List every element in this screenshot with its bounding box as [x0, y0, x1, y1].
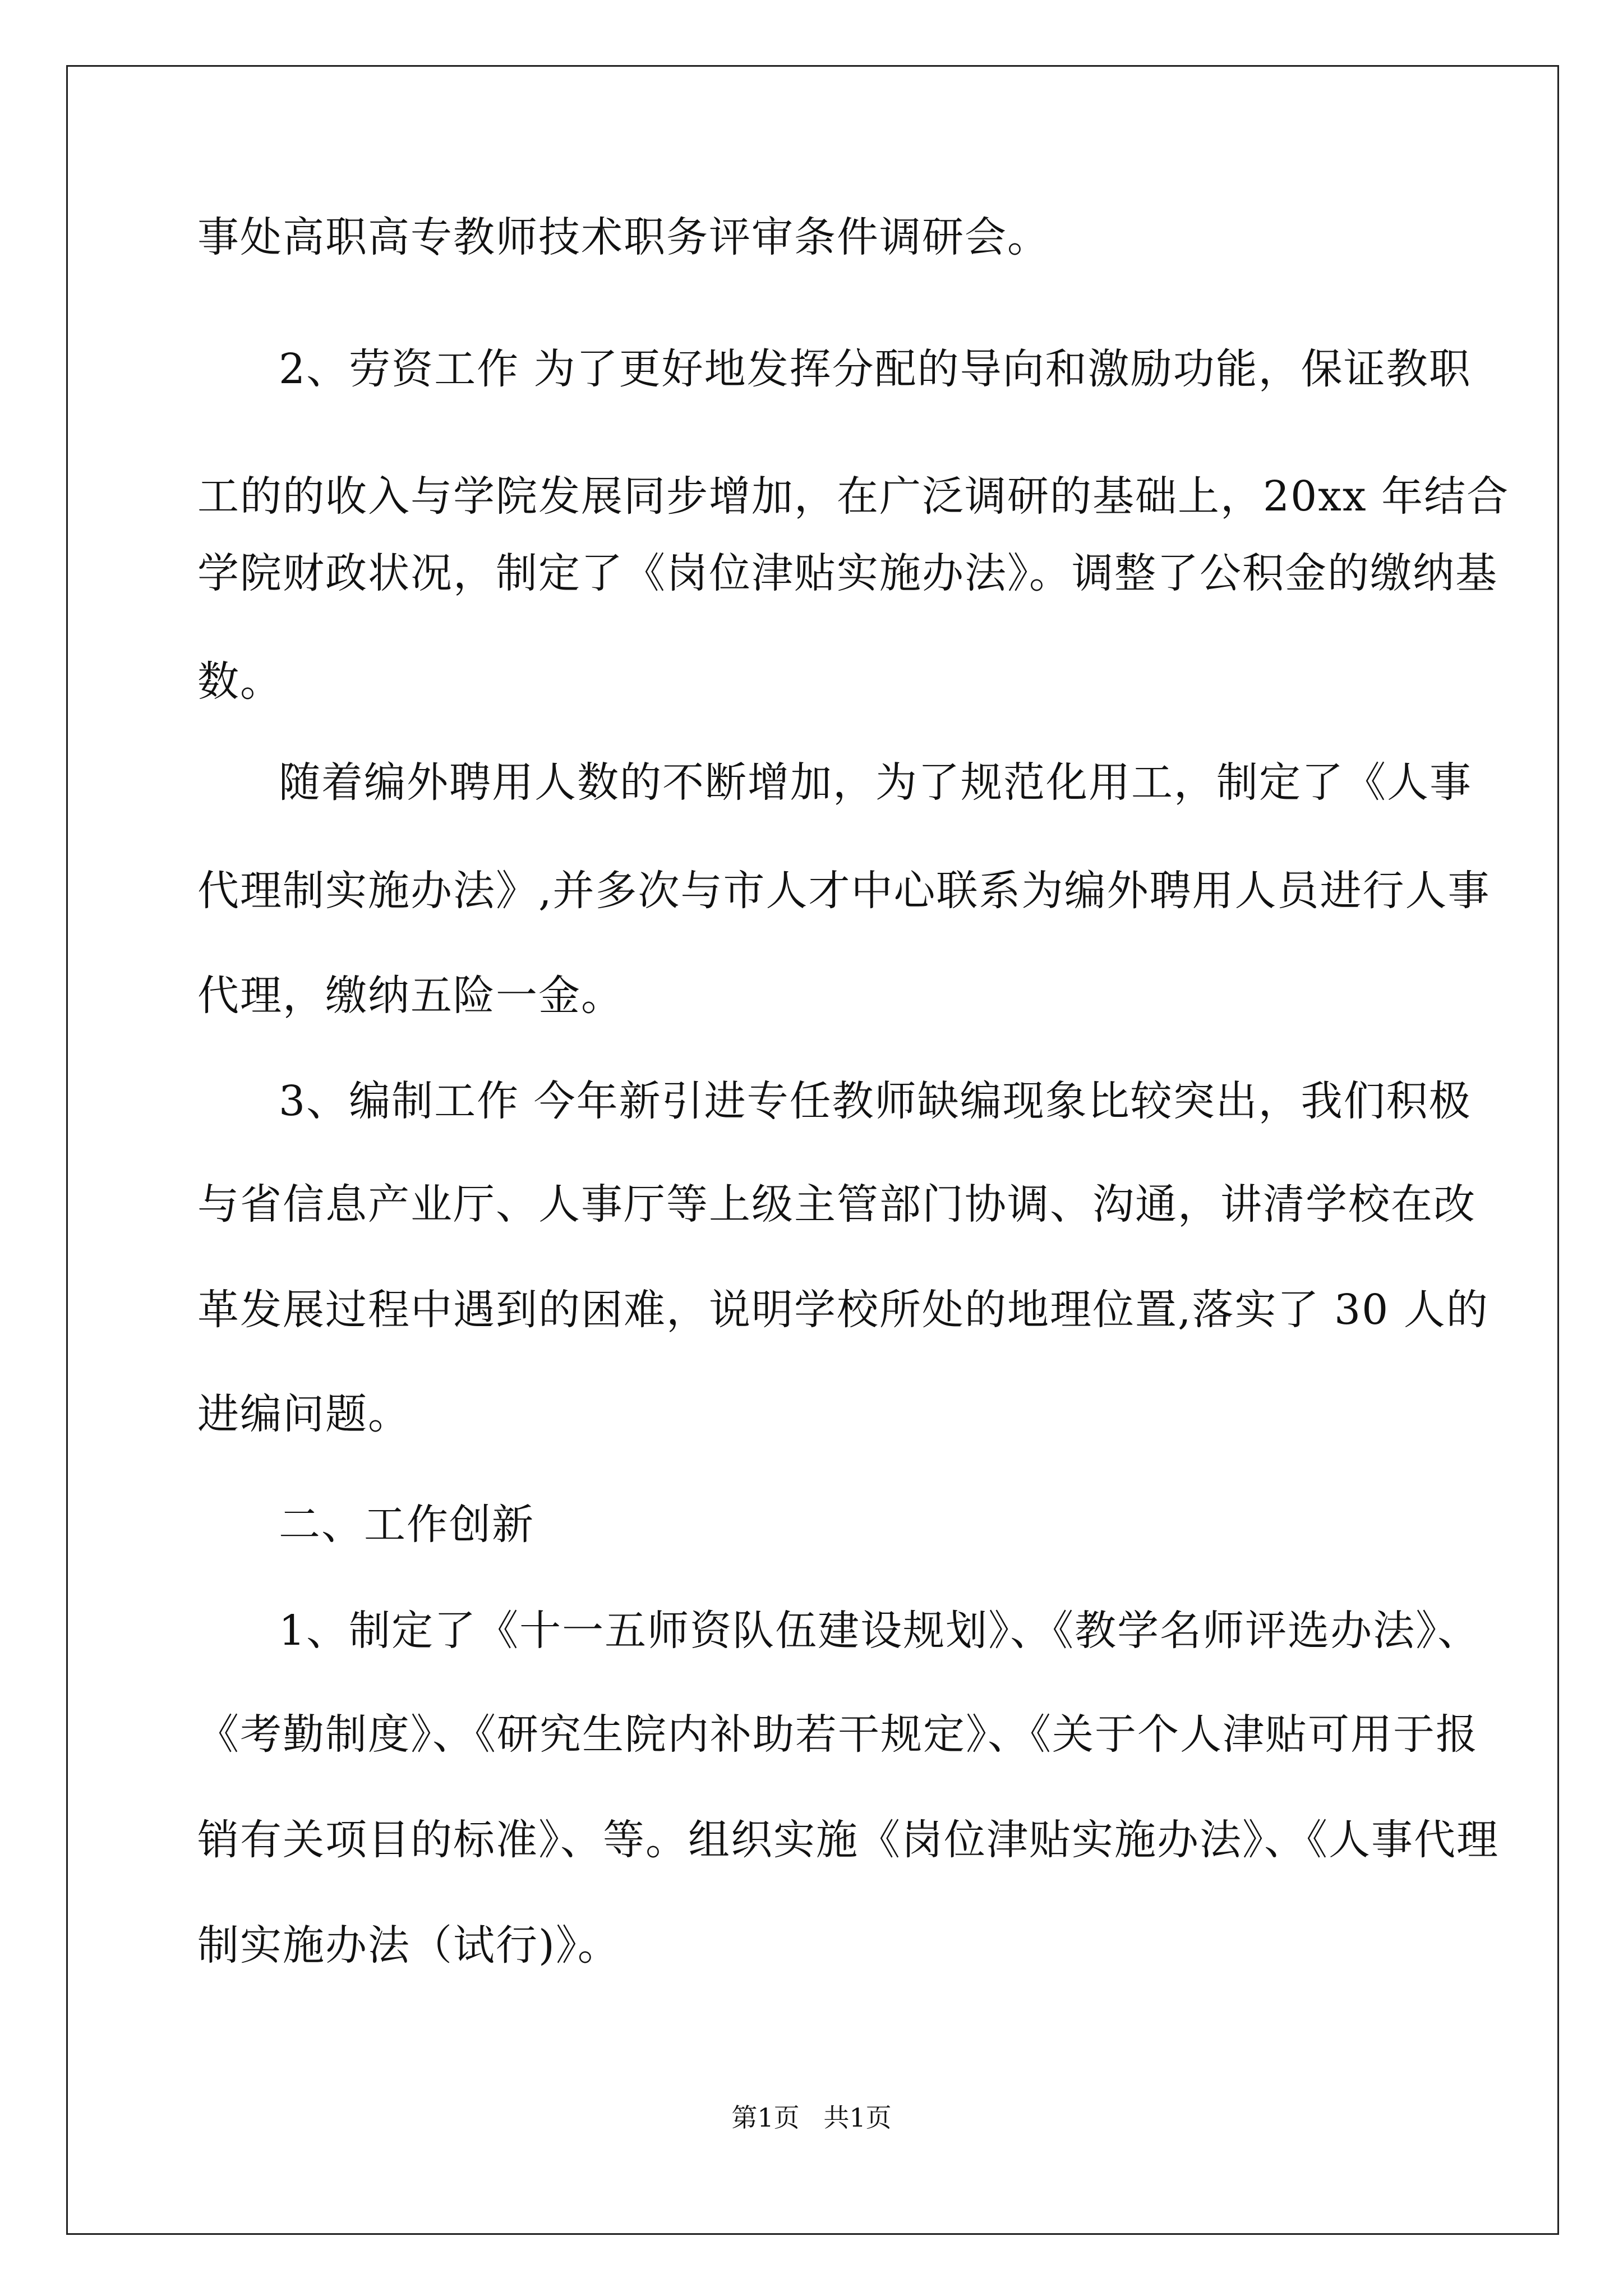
page-number-total: 共1页: [823, 2102, 892, 2133]
body-text-line: 工的的收入与学院发展同步增加，在广泛调研的基础上，20xx 年结合: [197, 472, 1510, 521]
body-text-line: 代理制实施办法》,并多次与市人才中心联系为编外聘用人员进行人事: [197, 867, 1491, 915]
page-footer: [0, 2101, 1623, 2134]
page-number-current: 第1页: [731, 2102, 800, 2133]
body-text-line: 《考勤制度》、《研究生院内补助若干规定》、《关于个人津贴可用于报: [197, 1710, 1478, 1759]
paragraph-labor-heading-line: 2、劳资工作 为了更好地发挥分配的导向和激励功能，保证教职: [279, 345, 1472, 393]
body-text-line: 数。: [197, 657, 283, 706]
body-text-line: 事处高职高专教师技术职务评审条件调研会。: [197, 213, 1050, 261]
body-text-line: 销有关项目的标准》、等。组织实施《岗位津贴实施办法》、《人事代理: [197, 1816, 1499, 1864]
paragraph-staffing-line: 随着编外聘用人数的不断增加，为了规范化用工，制定了《人事: [279, 758, 1472, 807]
body-text-line: 代理，缴纳五险一金。: [197, 972, 624, 1020]
body-text-line: 学院财政状况，制定了《岗位津贴实施办法》。调整了公积金的缴纳基: [197, 549, 1498, 597]
body-text-line: 与省信息产业厅、人事厅等上级主管部门协调、沟通，讲清学校在改: [197, 1180, 1476, 1228]
paragraph-establishment-heading-line: 3、编制工作 今年新引进专任教师缺编现象比较突出，我们积极: [279, 1077, 1472, 1125]
body-text-line: 制实施办法（试行)》。: [197, 1921, 620, 1970]
paragraph-innovation-line: 1、制定了《十一五师资队伍建设规划》、《教学名师评选办法》、: [279, 1607, 1481, 1655]
section-heading-work-innovation: 二、工作创新: [279, 1501, 534, 1549]
body-text-line: 革发展过程中遇到的困难，说明学校所处的地理位置,落实了 30 人的: [197, 1286, 1489, 1334]
body-text-line: 进编问题。: [197, 1390, 411, 1438]
